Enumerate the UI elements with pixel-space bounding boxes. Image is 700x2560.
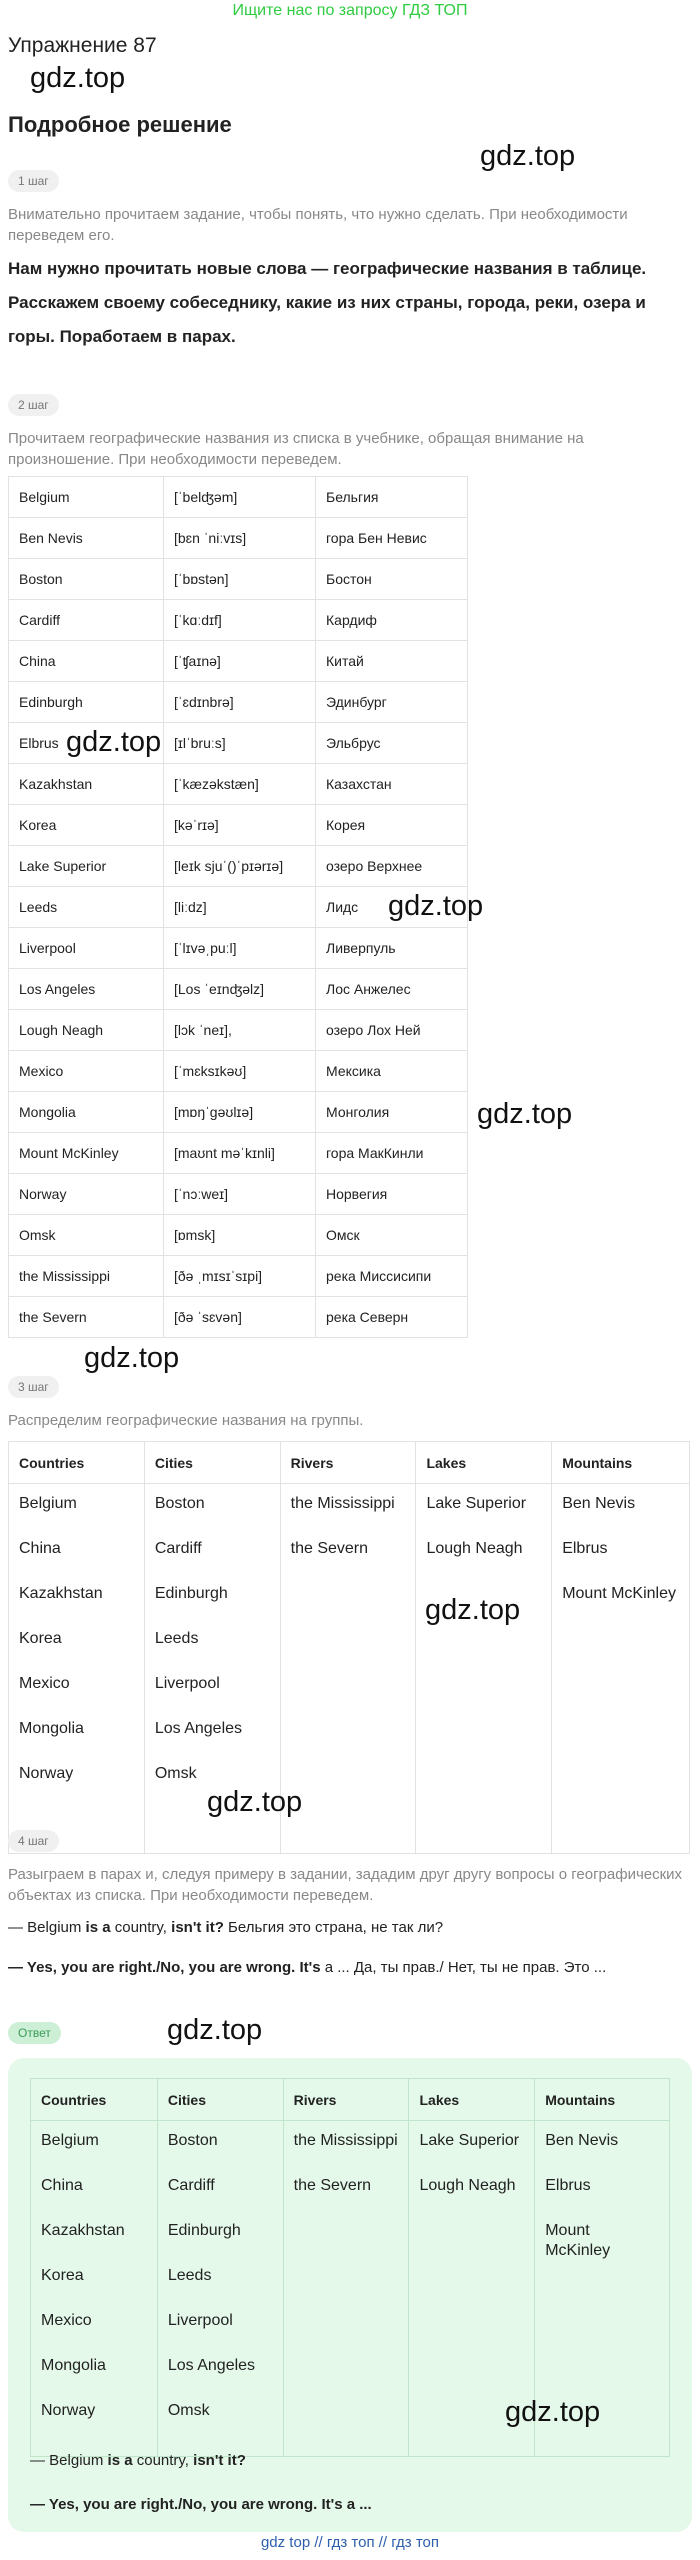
rivers-cell xyxy=(283,2121,409,2457)
exercise-title: Упражнение 87 xyxy=(8,34,157,57)
list-item: Leeds xyxy=(167,2267,212,2284)
translation-cell: Бостон xyxy=(316,559,468,600)
step-badge: 1 шаг xyxy=(8,170,59,192)
translation-cell: озеро Верхнее xyxy=(316,846,468,887)
list-item: the Severn xyxy=(290,1540,369,1557)
list-item: Los Angeles xyxy=(154,1720,243,1737)
transcription-cell: [ɪlˈbruːs] xyxy=(164,723,316,764)
table-row xyxy=(9,1051,468,1092)
table-row xyxy=(9,1133,468,1174)
place-name-cell: Cardiff xyxy=(9,600,164,641)
list-item: Ben Nevis xyxy=(562,1495,636,1512)
table-row xyxy=(9,928,468,969)
table-row xyxy=(9,764,468,805)
list-item: Liverpool xyxy=(154,1675,220,1692)
place-name-cell: Norway xyxy=(9,1174,164,1215)
translation-cell: гора МакКинли xyxy=(316,1133,468,1174)
table-row xyxy=(9,846,468,887)
list-item: Ben Nevis xyxy=(545,2132,619,2149)
place-name-cell: Mount McKinley xyxy=(9,1133,164,1174)
list-item: Leeds xyxy=(154,1630,199,1647)
place-name-cell: Ben Nevis xyxy=(9,518,164,559)
table-row xyxy=(9,1010,468,1051)
place-name-cell: the Severn xyxy=(9,1297,164,1338)
groups-table xyxy=(8,1441,690,1854)
transcription-cell: [ˈbɒstən] xyxy=(164,559,316,600)
transcription-cell: [ˈkæzəkstæn] xyxy=(164,764,316,805)
place-name-cell: Lake Superior xyxy=(9,846,164,887)
translation-cell: озеро Лох Ней xyxy=(316,1010,468,1051)
place-name-cell: Los Angeles xyxy=(9,969,164,1010)
list-item: Boston xyxy=(154,1495,205,1512)
list-item: Omsk xyxy=(167,2402,210,2419)
translation-cell: Ливерпуль xyxy=(316,928,468,969)
step-grey-text: Прочитаем географические названия из списка в учебнике, обращая внимание на произношение. При необходимости переведем. xyxy=(8,430,584,468)
step-grey-text: Распределим географические названия на группы. xyxy=(8,1412,364,1429)
list-item: Cardiff xyxy=(167,2177,215,2194)
watermark: gdz.top xyxy=(480,140,576,172)
transcription-cell: [mɒŋˈgəʊlɪə] xyxy=(164,1092,316,1133)
place-name-cell: Elbrus xyxy=(9,723,164,764)
place-name-cell: Boston xyxy=(9,559,164,600)
table-row xyxy=(9,1215,468,1256)
watermark: gdz.top xyxy=(66,726,162,758)
translation-cell: Эдинбург xyxy=(316,682,468,723)
place-name-cell: Leeds xyxy=(9,887,164,928)
list-item: Mount McKinley xyxy=(545,2222,611,2259)
list-item: Los Angeles xyxy=(167,2357,256,2374)
list-item: Norway xyxy=(41,2402,96,2419)
transcription-cell: [Los ˈeɪnʤəlz] xyxy=(164,969,316,1010)
table-row xyxy=(9,1092,468,1133)
step-bold-text: Нам нужно прочитать новые слова — географические названия в таблице. Расскажем своему собеседнику, какие из них страны, города, реки, озера и горы. Поработаем в парах. xyxy=(8,259,647,346)
place-name-cell: Mexico xyxy=(9,1051,164,1092)
list-item: China xyxy=(19,1540,61,1557)
transcription-cell: [lɔk ˈneɪ], xyxy=(164,1010,316,1051)
transcription-cell: [ˈnɔːweɪ] xyxy=(164,1174,316,1215)
list-item: Elbrus xyxy=(562,1540,608,1557)
mountains-cell xyxy=(552,1484,690,1854)
step-badge: 3 шаг xyxy=(8,1376,59,1398)
transcription-cell: [ˈlɪvəˌpuːl] xyxy=(164,928,316,969)
dialog-line-2: — Yes, you are right./No, you are wrong. It's a ... Да, ты прав./ Нет, ты не прав. Это ... xyxy=(8,1959,607,1976)
list-item: Omsk xyxy=(154,1765,197,1782)
translation-cell: Бельгия xyxy=(316,477,468,518)
step-1 xyxy=(8,170,692,354)
place-name-cell: Mongolia xyxy=(9,1092,164,1133)
step-grey-text: Разыграем в парах и, следуя примеру в задании, зададим друг другу вопросы о географических объектах из списка. При необходимости переведем. xyxy=(8,1866,683,1904)
header-cities: Cities xyxy=(144,1442,280,1484)
step-badge: 2 шаг xyxy=(8,394,59,416)
step-3 xyxy=(8,1376,692,1854)
list-item: Mongolia xyxy=(41,2357,106,2374)
header-lakes: Lakes xyxy=(416,1442,552,1484)
watermark: gdz.top xyxy=(388,890,484,922)
table-row xyxy=(9,1174,468,1215)
translation-cell: Омск xyxy=(316,1215,468,1256)
translation-cell: река Миссисипи xyxy=(316,1256,468,1297)
table-row xyxy=(9,682,468,723)
transcription-cell: [bɛn ˈniːvɪs] xyxy=(164,518,316,559)
list-item: China xyxy=(41,2177,83,2194)
list-item: the Mississippi xyxy=(290,1495,395,1512)
list-item: Mexico xyxy=(19,1675,70,1692)
table-row xyxy=(9,805,468,846)
answer-line-2: — Yes, you are right./No, you are wrong. It's a ... xyxy=(30,2496,372,2513)
list-item: Kazakhstan xyxy=(19,1585,103,1602)
solution-title: Подробное решение xyxy=(8,112,232,137)
table-row xyxy=(9,1297,468,1338)
list-item: Lough Neagh xyxy=(426,1540,523,1557)
list-item: Elbrus xyxy=(545,2177,591,2194)
place-name-cell: the Mississippi xyxy=(9,1256,164,1297)
header-mountains: Mountains xyxy=(552,1442,690,1484)
translation-cell: Эльбрус xyxy=(316,723,468,764)
translation-cell: Мексика xyxy=(316,1051,468,1092)
transcription-cell: [ˈkɑːdɪf] xyxy=(164,600,316,641)
cities-cell xyxy=(157,2121,283,2457)
translation-cell: Китай xyxy=(316,641,468,682)
table-row xyxy=(9,477,468,518)
transcription-cell: [leɪk sjuˈ()ˈpɪərɪə] xyxy=(164,846,316,887)
table-row xyxy=(9,518,468,559)
transcription-cell: [liːdz] xyxy=(164,887,316,928)
list-item: Norway xyxy=(19,1765,74,1782)
lakes-cell xyxy=(416,1484,552,1854)
list-item: Boston xyxy=(167,2132,218,2149)
step-2 xyxy=(8,394,692,1338)
place-name-cell: Lough Neagh xyxy=(9,1010,164,1051)
transcription-cell: [ˈɛdɪnbrə] xyxy=(164,682,316,723)
place-name-cell: China xyxy=(9,641,164,682)
list-item: Edinburgh xyxy=(167,2222,241,2239)
list-item: Kazakhstan xyxy=(41,2222,125,2239)
translation-cell: Лос Анжелес xyxy=(316,969,468,1010)
step-4 xyxy=(8,1830,692,1978)
header-mountains: Mountains xyxy=(535,2079,670,2121)
list-item: Mexico xyxy=(41,2312,92,2329)
list-item: the Severn xyxy=(293,2177,372,2194)
translation-cell: Кардиф xyxy=(316,600,468,641)
place-name-cell: Edinburgh xyxy=(9,682,164,723)
translation-cell: Норвегия xyxy=(316,1174,468,1215)
list-item: Lake Superior xyxy=(419,2132,520,2149)
list-item: Belgium xyxy=(19,1495,77,1512)
countries-cell xyxy=(31,2121,158,2457)
search-banner[interactable]: Ищите нас по запросу ГДЗ ТОП xyxy=(232,2,468,19)
table-row xyxy=(9,641,468,682)
list-item: Edinburgh xyxy=(154,1585,228,1602)
watermark: gdz.top xyxy=(84,1342,180,1374)
list-item: the Mississippi xyxy=(293,2132,398,2149)
place-name-cell: Liverpool xyxy=(9,928,164,969)
list-item: Lake Superior xyxy=(426,1495,527,1512)
step-badge: 4 шаг xyxy=(8,1830,59,1852)
place-name-cell: Omsk xyxy=(9,1215,164,1256)
watermark: gdz.top xyxy=(477,1098,573,1130)
header-cities: Cities xyxy=(157,2079,283,2121)
answer-line-1: — Belgium is a country, isn't it? xyxy=(30,2452,246,2469)
transcription-cell: [ðə ˌmɪsɪˈsɪpi] xyxy=(164,1256,316,1297)
watermark: gdz.top xyxy=(30,62,126,94)
list-item: Cardiff xyxy=(154,1540,202,1557)
answer-badge: Ответ xyxy=(8,2022,61,2044)
place-name-cell: Korea xyxy=(9,805,164,846)
table-row xyxy=(9,1256,468,1297)
transcription-cell: [ˈbelʤəm] xyxy=(164,477,316,518)
dialog-line-1: — Belgium is a country, isn't it? Бельгия это страна, не так ли? xyxy=(8,1919,444,1936)
watermark: gdz.top xyxy=(505,2396,601,2428)
footer-links[interactable]: gdz top // гдз топ // гдз топ xyxy=(260,2534,440,2551)
list-item: Mount McKinley xyxy=(562,1585,677,1602)
list-item: Korea xyxy=(41,2267,84,2284)
header-rivers: Rivers xyxy=(280,1442,416,1484)
translation-cell: Монголия xyxy=(316,1092,468,1133)
watermark: gdz.top xyxy=(167,2014,263,2046)
header-countries: Countries xyxy=(9,1442,145,1484)
translation-cell: река Северн xyxy=(316,1297,468,1338)
list-item: Belgium xyxy=(41,2132,99,2149)
list-item: Mongolia xyxy=(19,1720,84,1737)
table-row xyxy=(9,600,468,641)
transcription-cell: [ˈʧaɪnə] xyxy=(164,641,316,682)
list-item: Korea xyxy=(19,1630,62,1647)
translation-cell: Корея xyxy=(316,805,468,846)
transcription-cell: [kəˈrɪə] xyxy=(164,805,316,846)
place-name-cell: Belgium xyxy=(9,477,164,518)
transcription-cell: [maʊnt məˈkɪnli] xyxy=(164,1133,316,1174)
place-name-cell: Kazakhstan xyxy=(9,764,164,805)
watermark: gdz.top xyxy=(207,1786,303,1818)
table-row xyxy=(9,969,468,1010)
transcription-cell: [ðə ˈsɛvən] xyxy=(164,1297,316,1338)
translation-cell: гора Бен Невис xyxy=(316,518,468,559)
list-item: Lough Neagh xyxy=(419,2177,516,2194)
transcription-cell: [ˈmɛksɪkəʊ] xyxy=(164,1051,316,1092)
transcription-cell: [ɒmsk] xyxy=(164,1215,316,1256)
table-row xyxy=(9,559,468,600)
translation-cell: Лидс xyxy=(316,887,468,928)
header-rivers: Rivers xyxy=(283,2079,409,2121)
step-grey-text: Внимательно прочитаем задание, чтобы понять, что нужно сделать. При необходимости переведем его. xyxy=(8,206,628,244)
translation-cell: Казахстан xyxy=(316,764,468,805)
watermark: gdz.top xyxy=(425,1594,521,1626)
header-countries: Countries xyxy=(31,2079,158,2121)
countries-cell xyxy=(9,1484,145,1854)
header-lakes: Lakes xyxy=(409,2079,535,2121)
list-item: Liverpool xyxy=(167,2312,233,2329)
